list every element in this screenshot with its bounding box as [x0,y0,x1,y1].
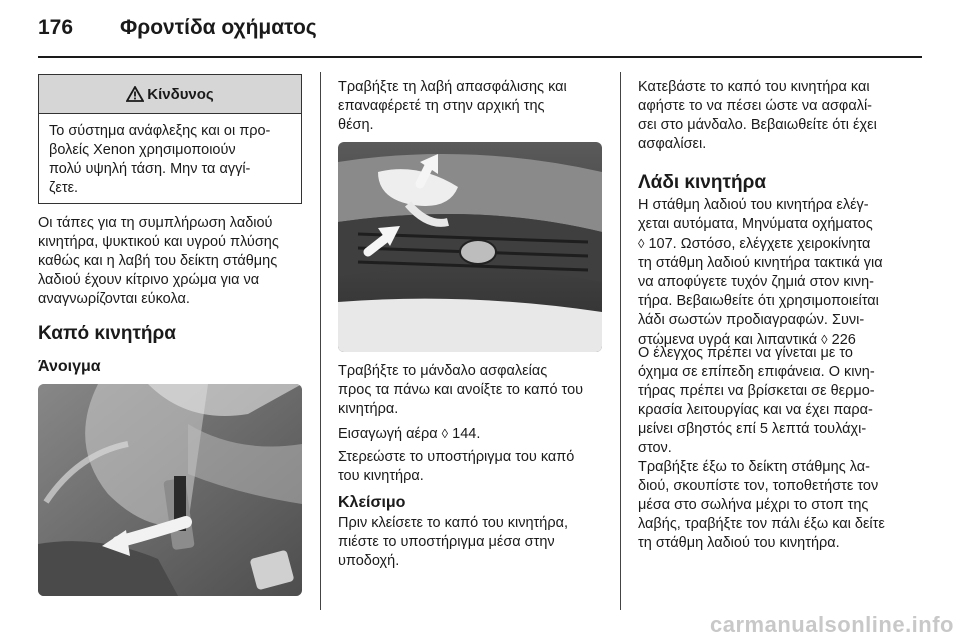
text-line: καθώς και η λαβή του δείκτη στάθμης [38,253,278,269]
warning-line: ζετε. [49,180,79,196]
warning-title: Κίνδυνος [147,85,214,103]
text-span: Ωστόσο, ελέγχετε χειροκίνητα [680,236,871,252]
page-reference-icon: ◊ [821,332,828,347]
text-line: Τραβήξτε έξω το δείκτη στάθμης λα- [638,459,870,475]
danger-warning-box [38,74,302,204]
fluid-caps-paragraph [38,214,279,309]
release-lever-illustration [38,384,302,596]
text-line: κινητήρα. [338,401,399,417]
text-line: αφήστε το να πέσει ώστε να ασφαλί- [638,98,872,114]
warning-line: πολύ υψηλή τάση. Μην τα αγγί- [49,161,251,177]
text-line: Πριν κλείσετε το καπό του κινητήρα, [338,515,568,531]
page-reference-icon: ◊ [638,236,645,251]
text-line: όχημα σε επίπεδη επιφάνεια. Ο κινη- [638,364,875,380]
section-heading-bonnet: Καπό κινητήρα [38,323,176,344]
text-line: Κατεβάστε το καπό του κινητήρα και [638,79,870,95]
page-title: Φροντίδα οχήματος [120,16,317,39]
text-line: να αποφύγετε τυχόν ζημιά στον κινη- [638,274,875,290]
text-line: κινητήρα, ψυκτικού και υγρού πλύσης [38,234,279,250]
vehicle-messages-page-link[interactable]: 107. [648,236,677,252]
text-line: αναγνωρίζονται εύκολα. [38,291,190,307]
text-line [638,234,883,254]
lower-bonnet-paragraph [638,78,877,154]
warning-header [39,75,301,114]
text-line: τη στάθμη λαδιού του κινητήρα. [638,535,840,551]
text-line: Τραβήξτε το μάνδαλο ασφαλείας [338,363,548,379]
text-line: τήρας πρέπει να βρίσκεται σε θερμο- [638,383,875,399]
text-line: πιέστε το υποστήριγμα μέσα στην [338,534,555,550]
text-line: Στερεώστε το υποστήριγμα του καπό [338,449,575,465]
text-line: επαναφέρετέ τη στην αρχική της [338,98,545,114]
warning-line: Το σύστημα ανάφλεξης και οι προ- [49,123,271,139]
text-line: μείνει σβηστός επί 5 λεπτά τουλάχι- [638,421,867,437]
safety-catch-illustration [338,142,602,352]
text-line: λάδι σωστών προδιαγραφών. Συνι- [638,312,865,328]
text-line: ασφαλίσει. [638,136,707,152]
column-divider-left [320,72,321,610]
warning-icon [126,86,144,102]
text-line: σει στο μάνδαλο. Βεβαιωθείτε ότι έχει [638,117,877,133]
text-line: διού, σκουπίστε τον, τοποθετήστε τον [638,478,879,494]
air-intake-page-link[interactable]: 144. [452,426,481,442]
closing-paragraph [338,514,568,571]
page-number: 176 [38,16,74,39]
text-span: στώμενα υγρά και λιπαντικά [638,332,818,348]
text-line: Οι τάπες για τη συμπλήρωση λαδιού [38,215,273,231]
air-intake-reference [338,424,480,444]
text-line: χεται αυτόματα, Μηνύματα οχήματος [638,216,873,232]
text-line: θέση. [338,117,374,133]
engine-oil-paragraph [638,196,883,350]
subheading-opening: Άνοιγμα [38,358,101,375]
text-line: Τραβήξτε τη λαβή απασφάλισης και [338,79,567,95]
warning-line: βολείς Xenon χρησιμοποιούν [49,142,236,158]
page-reference-icon: ◊ [441,426,449,441]
check-conditions-paragraph [638,344,875,458]
subheading-closing: Κλείσιμο [338,494,406,511]
text-line: στον. [638,440,672,456]
site-watermark: carmanualsonline.info [710,612,954,637]
text-line: προς τα πάνω και ανοίξτε το καπό του [338,382,584,398]
text-line: του κινητήρα. [338,468,424,484]
text-line: λαδιού έχουν κίτρινο χρώμα για να [38,272,260,288]
text-line: Η στάθμη λαδιού του κινητήρα ελέγ- [638,197,869,213]
bonnet-stay-paragraph [338,448,574,486]
text-line: Ο έλεγχος πρέπει να γίνεται με το [638,345,853,361]
text-line: υποδοχή. [338,553,400,569]
column-divider-right [620,72,621,610]
text-line: τη στάθμη λαδιού κινητήρα τακτικά για [638,255,883,271]
text-line: λαβής, τραβήξτε τον πάλι έξω και δείτε [638,516,885,532]
fluids-page-link[interactable]: 226 [831,332,856,348]
air-intake-text: Εισαγωγή αέρα [338,426,438,442]
text-line: κρασία λειτουργίας και να έχει παρα- [638,402,873,418]
warning-text [39,114,301,206]
dipstick-paragraph [638,458,885,553]
header-rule [38,56,922,58]
text-line: μέσα στο σωλήνα μέχρι το στοπ της [638,497,869,513]
text-line: τήρα. Βεβαιωθείτε ότι χρησιμοποιείται [638,293,879,309]
release-lever-paragraph [338,78,567,135]
safety-catch-paragraph [338,362,583,419]
section-heading-engine-oil: Λάδι κινητήρα [638,172,766,193]
